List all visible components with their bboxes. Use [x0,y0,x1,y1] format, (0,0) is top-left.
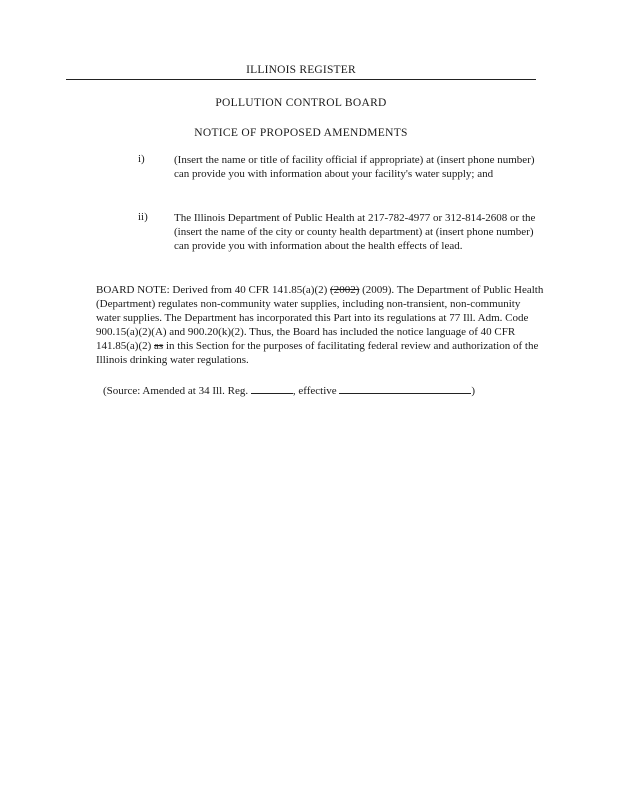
register-page-blank [251,384,293,394]
board-note-text: (2009). The Department of Public Health (Department) regulates non-community water supplies, including non-transient, non-community water supplies. The Department has incorporated this Part into its regulations at 77 Ill. Adm. Code 900.15(a)(2)(A) and 900.20(k)(2). Thus, the Board has included the notice language of 40 CFR 141.85(a)(2) [96,284,544,352]
source-suffix: ) [471,385,476,397]
board-note-text: BOARD NOTE: Derived from 40 CFR 141.85(a)(2) [96,284,331,296]
notice-title: NOTICE OF PROPOSED AMENDMENTS [194,127,408,139]
header-rule [66,79,536,80]
board-note [96,283,544,367]
item-number: ii) [138,211,148,223]
effective-date-blank [339,384,471,394]
item-number: i) [138,153,145,165]
item-text: The Illinois Department of Public Health at 217-782-4977 or 312-814-2608 or the (insert the name of the city or county health department) at (insert phone number) can provide you with information about the health effects of lead. [174,212,536,252]
source-prefix: (Source: Amended at 34 Ill. Reg. [103,385,251,397]
struck-text: (2002) [330,284,360,296]
board-name: POLLUTION CONTROL BOARD [215,97,387,109]
board-note-text: in this Section for the purposes of facilitating federal review and authorization of the Illinois drinking water regulations. [96,340,539,366]
register-header [66,64,536,82]
item-text: (Insert the name or title of facility official if appropriate) at (insert phone number) can provide you with information about your facility's water supply; and [174,154,535,180]
source-mid: , effective [292,385,340,397]
struck-text: as [154,340,164,352]
register-title: ILLINOIS REGISTER [246,64,356,76]
source-line [103,384,475,397]
